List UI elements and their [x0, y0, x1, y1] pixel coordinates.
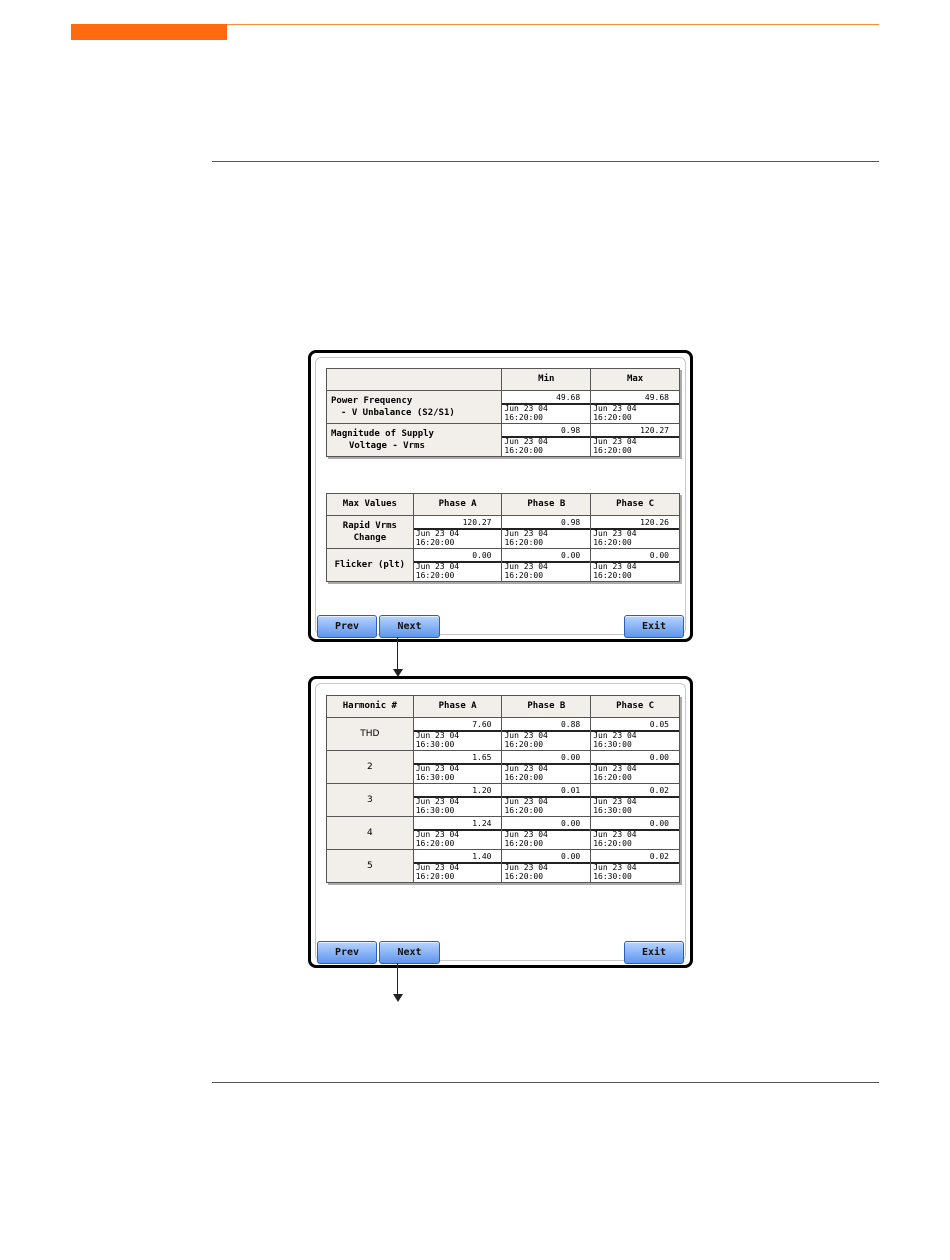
cell-value: 0.02 [649, 852, 669, 861]
table-row [327, 718, 680, 751]
cell-value: 49.68 [556, 393, 581, 402]
row-label [327, 549, 414, 582]
table-header-row [327, 369, 680, 391]
cell-timestamp [502, 862, 590, 882]
cell-date: Jun 23 04 [593, 830, 637, 839]
exit-button[interactable]: Exit [624, 615, 684, 638]
cell-time: 16:20:00 [593, 838, 632, 848]
cell-timestamp [591, 796, 679, 816]
row-label-line1: Magnitude of Supply [331, 429, 434, 439]
device-screen-2 [308, 676, 693, 968]
cell-value: 0.00 [560, 819, 581, 828]
value-cell [413, 718, 502, 751]
cell-value: 1.65 [472, 753, 492, 762]
value-cell [591, 516, 680, 549]
cell-time: 16:30:00 [593, 739, 632, 749]
cell-date: Jun 23 04 [593, 529, 637, 538]
cell-date: Jun 23 04 [593, 731, 637, 740]
cell-time: 16:20:00 [504, 445, 543, 455]
cell-time: 16:20:00 [415, 570, 455, 580]
column-header-phase-c: Phase C [591, 494, 680, 516]
cell-time: 16:20:00 [504, 871, 544, 881]
max-values-table [326, 493, 680, 582]
cell-timestamp [591, 436, 679, 456]
cell-date: Jun 23 04 [504, 764, 548, 773]
table-row [327, 850, 680, 883]
value-cell [502, 850, 591, 883]
cell-value: 1.24 [472, 819, 492, 828]
cell-value: 0.00 [649, 753, 669, 762]
cell-date: Jun 23 04 [415, 529, 460, 538]
cell-time: 16:20:00 [504, 570, 544, 580]
table-row [327, 391, 680, 424]
value-cell [591, 850, 680, 883]
cell-value: 0.00 [649, 551, 669, 560]
next-button[interactable]: Next [379, 615, 440, 638]
cell-date: Jun 23 04 [593, 797, 637, 806]
cell-time: 16:20:00 [415, 537, 455, 547]
cell-timestamp [502, 561, 590, 581]
value-cell [591, 751, 680, 784]
value-cell [413, 516, 502, 549]
harmonic-label: 2 [327, 751, 414, 784]
column-header-phase-b: Phase B [502, 696, 591, 718]
value-cell [413, 850, 502, 883]
cell-time: 16:20:00 [593, 772, 632, 782]
cell-value: 7.60 [472, 720, 492, 729]
value-cell [502, 516, 591, 549]
cell-date: Jun 23 04 [504, 797, 548, 806]
row-label-line2: - V Unbalance (S2/S1) [341, 408, 455, 418]
value-cell [413, 549, 502, 582]
row-label-line1: Power Frequency [331, 396, 413, 406]
value-cell [502, 817, 591, 850]
cell-value: 0.00 [560, 852, 581, 861]
cell-date: Jun 23 04 [504, 404, 548, 413]
column-header [327, 369, 502, 391]
device-screen-1 [308, 350, 693, 642]
cell-date: Jun 23 04 [415, 863, 460, 872]
value-cell [591, 549, 680, 582]
cell-timestamp [591, 862, 679, 882]
cell-timestamp [591, 403, 679, 423]
cell-time: 16:20:00 [504, 805, 544, 815]
table-header-row [327, 696, 680, 718]
column-header-min: Min [502, 369, 591, 391]
arrow-down-icon [393, 994, 403, 1002]
column-header-max: Max [591, 369, 680, 391]
header-rule [227, 24, 879, 25]
value-cell [502, 424, 591, 457]
prev-button[interactable]: Prev [317, 941, 377, 964]
cell-timestamp [502, 730, 590, 750]
column-header-max-values: Max Values [327, 494, 414, 516]
flow-arrow-line [397, 963, 398, 994]
cell-value: 120.27 [462, 518, 492, 527]
cell-timestamp [502, 829, 590, 849]
table-row [327, 817, 680, 850]
cell-timestamp [591, 829, 679, 849]
cell-date: Jun 23 04 [593, 764, 637, 773]
cell-date: Jun 23 04 [415, 764, 460, 773]
cell-timestamp [502, 796, 590, 816]
cell-date: Jun 23 04 [504, 437, 548, 446]
cell-value: 0.00 [472, 551, 492, 560]
cell-time: 16:30:00 [593, 805, 632, 815]
table-row [327, 751, 680, 784]
cell-value: 49.68 [644, 393, 669, 402]
harmonic-label: 3 [327, 784, 414, 817]
cell-value: 0.01 [560, 786, 581, 795]
cell-timestamp [591, 730, 679, 750]
cell-value: 0.00 [560, 551, 581, 560]
cell-value: 0.88 [560, 720, 581, 729]
value-cell [591, 424, 680, 457]
value-cell [413, 817, 502, 850]
value-cell [502, 391, 591, 424]
cell-date: Jun 23 04 [504, 562, 548, 571]
table-row [327, 424, 680, 457]
value-cell [413, 751, 502, 784]
table-row [327, 784, 680, 817]
cell-time: 16:20:00 [593, 537, 632, 547]
value-cell [502, 718, 591, 751]
row-label-line2: Change [353, 533, 387, 543]
cell-time: 16:30:00 [415, 772, 455, 782]
cell-time: 16:20:00 [504, 772, 544, 782]
section-divider-top [212, 161, 879, 162]
cell-timestamp [414, 862, 502, 882]
cell-date: Jun 23 04 [593, 863, 637, 872]
column-header-phase-b: Phase B [502, 494, 591, 516]
cell-value: 120.26 [640, 518, 669, 527]
cell-time: 16:20:00 [504, 537, 544, 547]
value-cell [591, 718, 680, 751]
cell-time: 16:20:00 [415, 838, 455, 848]
table-row [327, 516, 680, 549]
cell-timestamp [591, 561, 679, 581]
cell-timestamp [591, 528, 679, 548]
row-label [327, 424, 502, 457]
cell-value: 0.00 [649, 819, 669, 828]
value-cell [591, 391, 680, 424]
cell-timestamp [502, 403, 590, 423]
min-max-table [326, 368, 680, 457]
cell-date: Jun 23 04 [504, 830, 548, 839]
cell-timestamp [414, 730, 502, 750]
column-header-harmonic: Harmonic # [327, 696, 414, 718]
section-divider-bottom [212, 1082, 879, 1083]
value-cell [591, 784, 680, 817]
cell-value: 1.20 [472, 786, 492, 795]
cell-timestamp [414, 796, 502, 816]
exit-button[interactable]: Exit [624, 941, 684, 964]
row-label-line1: Rapid Vrms [342, 521, 397, 531]
cell-timestamp [591, 763, 679, 783]
prev-button[interactable]: Prev [317, 615, 377, 638]
cell-value: 0.05 [649, 720, 669, 729]
cell-date: Jun 23 04 [415, 562, 460, 571]
cell-value: 0.98 [560, 518, 581, 527]
harmonic-label: 4 [327, 817, 414, 850]
cell-time: 16:20:00 [593, 445, 632, 455]
column-header-phase-a: Phase A [413, 494, 502, 516]
flow-arrow-line [397, 637, 398, 669]
cell-value: 1.40 [472, 852, 492, 861]
cell-time: 16:20:00 [593, 570, 632, 580]
cell-timestamp [502, 528, 590, 548]
value-cell [413, 784, 502, 817]
value-cell [591, 817, 680, 850]
cell-date: Jun 23 04 [415, 731, 460, 740]
cell-time: 16:20:00 [504, 739, 544, 749]
harmonic-label: 5 [327, 850, 414, 883]
harmonics-table [326, 695, 680, 883]
cell-date: Jun 23 04 [593, 437, 637, 446]
column-header-phase-a: Phase A [413, 696, 502, 718]
row-label [327, 391, 502, 424]
cell-timestamp [414, 829, 502, 849]
cell-time: 16:30:00 [415, 805, 455, 815]
cell-timestamp [502, 763, 590, 783]
cell-date: Jun 23 04 [504, 529, 548, 538]
cell-timestamp [502, 436, 590, 456]
value-cell [502, 784, 591, 817]
table-header-row [327, 494, 680, 516]
cell-time: 16:30:00 [593, 871, 632, 881]
cell-date: Jun 23 04 [504, 731, 548, 740]
next-button[interactable]: Next [379, 941, 440, 964]
harmonic-label: THD [327, 718, 414, 751]
cell-time: 16:30:00 [415, 739, 455, 749]
row-label-line2: Voltage - Vrms [349, 441, 425, 451]
cell-time: 16:20:00 [504, 838, 544, 848]
cell-timestamp [414, 763, 502, 783]
cell-value: 0.00 [560, 753, 581, 762]
table-row [327, 549, 680, 582]
cell-time: 16:20:00 [504, 412, 543, 422]
cell-value: 0.02 [649, 786, 669, 795]
row-label-line1: Flicker (plt) [334, 560, 406, 570]
cell-value: 120.27 [640, 426, 669, 435]
value-cell [502, 549, 591, 582]
cell-timestamp [414, 561, 502, 581]
cell-value: 0.98 [560, 426, 581, 435]
cell-date: Jun 23 04 [415, 797, 460, 806]
cell-date: Jun 23 04 [504, 863, 548, 872]
cell-timestamp [414, 528, 502, 548]
row-label [327, 516, 414, 549]
value-cell [502, 751, 591, 784]
cell-date: Jun 23 04 [593, 404, 637, 413]
header-accent-bar [71, 24, 227, 40]
cell-date: Jun 23 04 [593, 562, 637, 571]
cell-time: 16:20:00 [415, 871, 455, 881]
column-header-phase-c: Phase C [591, 696, 680, 718]
cell-time: 16:20:00 [593, 412, 632, 422]
cell-date: Jun 23 04 [415, 830, 460, 839]
